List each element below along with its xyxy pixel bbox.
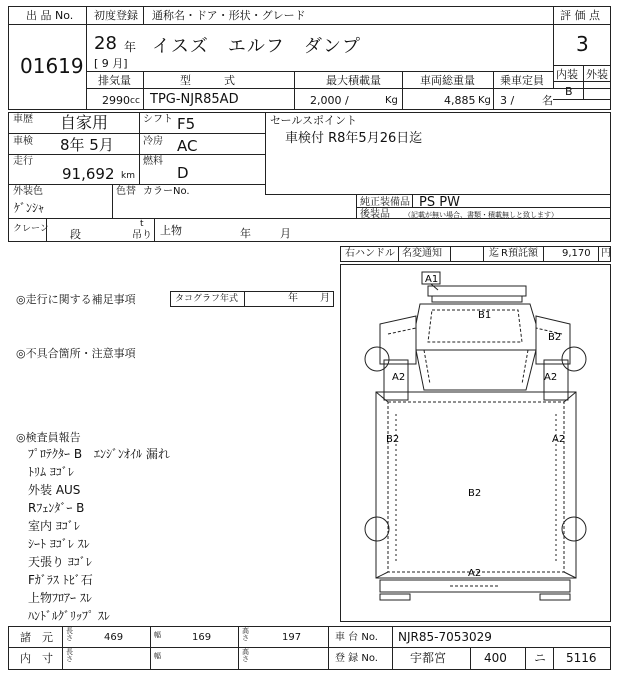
damage-mark-b2-bed: B2 [386, 434, 400, 445]
reg-number: 5116 [566, 651, 597, 665]
damage-mark-b1: B1 [478, 310, 492, 321]
exterior-color-label: 外装色 [13, 186, 43, 197]
aftermarket-note: （記載が無い場合、書類・積載無しと致します） [404, 211, 558, 219]
fuel: D [177, 164, 189, 182]
name-change-box [450, 246, 484, 262]
options: PS PW [419, 195, 460, 210]
supplement-label: ◎走行に関する補足事項 [16, 293, 136, 306]
interior-length-label: 長さ [66, 648, 73, 664]
inspector-line: ﾊﾝﾄﾞﾙｸﾞﾘｯﾌﾟ ｽﾚ [28, 609, 110, 623]
chassis-label: 車 台 No. [335, 632, 378, 643]
color-change-label: 色替 [116, 186, 136, 197]
model: TPG-NJR85AD [150, 92, 239, 107]
right-hand-label: 右ハンドル [345, 248, 395, 259]
recycle-unit: 円 [601, 248, 611, 259]
reg-area: 宇都宮 [410, 651, 447, 665]
gross-weight-unit: Kg [478, 95, 491, 106]
mileage-unit: km [121, 171, 135, 181]
capacity: 3 / [500, 94, 515, 107]
tachograph-month: 月 [320, 293, 330, 304]
history: 自家用 [60, 113, 109, 132]
footer-frame [8, 626, 611, 670]
tachograph-label: タコグラフ年式 [175, 294, 239, 304]
capacity-label: 乗車定員 [500, 74, 544, 87]
inspector-line: ﾄﾘﾑ ﾖｺﾞﾚ [28, 465, 74, 479]
first-reg-label: 初度登録 [94, 9, 138, 22]
displacement: 2990 [102, 94, 130, 107]
mileage-label: 走行 [13, 156, 33, 167]
reg-year: 28 [94, 33, 117, 54]
chassis-no: NJR85-7053029 [398, 630, 492, 644]
fuel-label: 燃料 [143, 156, 163, 167]
reg-year-unit: 年 [124, 40, 137, 54]
height: 197 [282, 632, 302, 643]
crane-month: 月 [280, 227, 291, 240]
dims-label: 諸 元 [20, 631, 53, 644]
color-code-label: カラーNo. [143, 186, 190, 197]
reg-label: 登 録 No. [335, 653, 378, 664]
displacement-label: 排気量 [98, 74, 131, 87]
damage-mark-a2-left: A2 [392, 372, 406, 383]
length: 469 [104, 632, 124, 643]
length-label: 長さ [66, 627, 73, 643]
lot-number: 01619 [20, 54, 84, 78]
width-label: 幅 [154, 631, 161, 639]
damage-mark-a2-bottom: A2 [468, 568, 482, 579]
damage-mark-b2-center: B2 [468, 488, 482, 499]
damage-mark-a1: A1 [425, 274, 439, 285]
shift: F5 [177, 115, 196, 133]
inspector-line: ﾌﾟﾛﾃｸﾀｰ B ｴﾝｼﾞﾝｵｲﾙ 漏れ [28, 447, 170, 461]
inspector-label: ◎検査員報告 [16, 431, 81, 444]
car-name: イスズ エルフ ダンプ [152, 36, 361, 57]
interior-width-label: 幅 [154, 652, 161, 660]
crane-hang: 吊り [132, 230, 152, 241]
inspector-line: 天張り ﾖｺﾞﾚ [28, 555, 92, 569]
gross-weight: 4,885 [444, 94, 476, 107]
capacity-unit: 名 [542, 94, 553, 107]
inspector-line: 室内 ﾖｺﾞﾚ [28, 519, 80, 533]
crane-stage: 段 [70, 228, 81, 241]
crane-top-label: 上物 [160, 224, 182, 237]
recycle-label: R預託額 [501, 248, 538, 259]
name-label: 通称名・ドア・形状・グレード [152, 9, 306, 22]
max-load-unit: Kg [385, 95, 398, 106]
options-label: 純正装備品 [360, 197, 410, 208]
interior-grade: B [565, 85, 573, 98]
defects-label: ◎不具合箇所・注意事項 [16, 347, 136, 360]
recycle-value: 9,170 [562, 248, 591, 259]
history-label: 車歴 [13, 114, 33, 125]
reg-class: 400 [484, 651, 507, 665]
aftermarket-label: 後装品 [360, 209, 390, 220]
crane-label: クレーン [13, 224, 49, 234]
reg-kana: ニ [534, 651, 547, 665]
sales-point-label: セールスポイント [270, 114, 358, 127]
displacement-unit: cc [130, 96, 140, 106]
overall-grade: 3 [576, 32, 589, 56]
exterior-grade-label: 外装 [586, 68, 608, 81]
width: 169 [192, 632, 212, 643]
truck-diagram [340, 264, 611, 622]
inspector-line: ｼｰﾄ ﾖｺﾞﾚ ｽﾚ [28, 537, 90, 551]
reg-month: [ 9 月] [94, 57, 128, 70]
interior-grade-label: 内装 [556, 68, 578, 81]
name-change-label: 名変通知 [402, 248, 442, 259]
inspector-line: Rﾌｪﾝﾀﾞｰ B [28, 501, 85, 515]
lot-label: 出 品 No. [26, 9, 74, 22]
exterior-color: ｹﾞﾝｼｬ [14, 201, 45, 215]
shift-label: シフト [143, 114, 173, 125]
interior-dims-label: 内 寸 [20, 652, 53, 665]
gross-weight-label: 車両総重量 [420, 74, 475, 87]
interior-height-label: 高さ [242, 648, 249, 664]
grade-label: 評 価 点 [560, 9, 600, 22]
ac: AC [177, 137, 198, 155]
inspector-line: 上物ﾌﾛｱｰ ｽﾚ [28, 591, 92, 605]
damage-mark-b2-front: B2 [548, 332, 562, 343]
crane-ton: t [140, 219, 144, 229]
max-load: 2,000 / [310, 94, 349, 107]
inspection-label: 車検 [13, 136, 33, 147]
inspection: 8年 5月 [60, 136, 114, 154]
damage-mark-a2-right: A2 [544, 372, 558, 383]
mileage: 91,692 [62, 165, 115, 183]
ac-label: 冷房 [143, 136, 163, 147]
until-label: 迄 [489, 248, 499, 259]
sales-point: 車検付 R8年5月26日迄 [285, 131, 423, 146]
max-load-label: 最大積載量 [326, 74, 381, 87]
height-label: 高さ [242, 627, 249, 643]
damage-mark-a2-bed: A2 [552, 434, 566, 445]
inspector-line: 外装 AUS [28, 483, 81, 497]
model-label: 型 式 [180, 74, 235, 87]
inspector-line: Fｶﾞﾗｽ ﾄﾋﾞ石 [28, 573, 93, 587]
crane-year: 年 [240, 227, 251, 240]
tachograph-year: 年 [288, 293, 298, 304]
